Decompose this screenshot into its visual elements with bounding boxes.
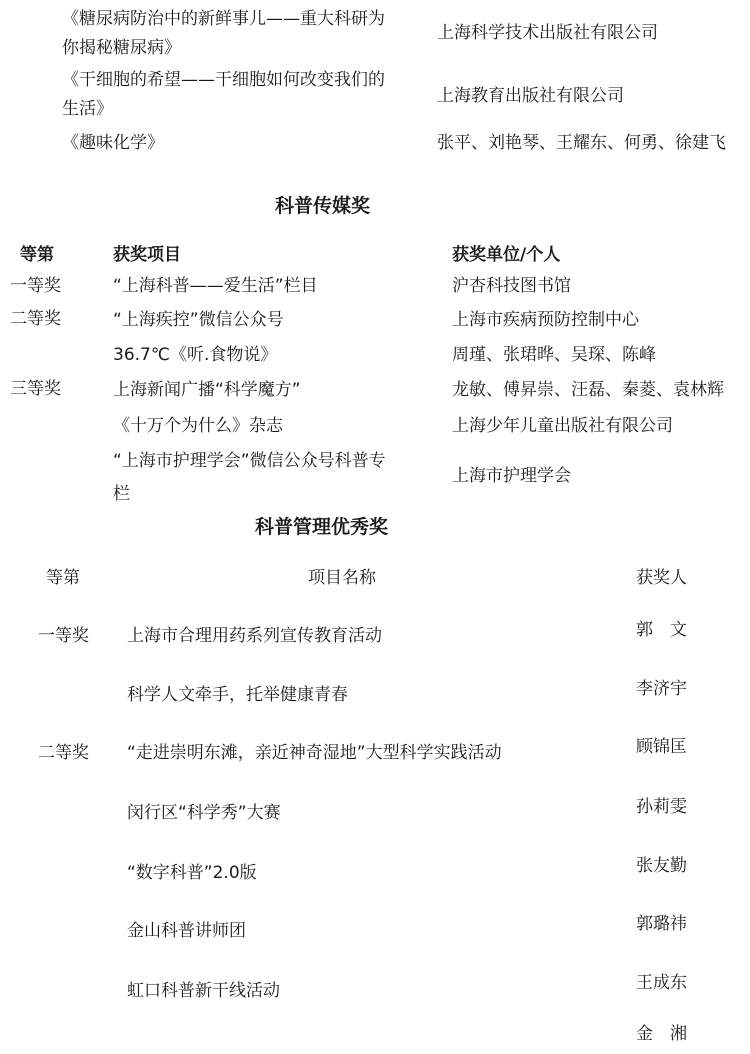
book-title: 《干细胞的希望——干细胞如何改变我们的 (62, 70, 385, 90)
media-grade: 二等奖 (10, 309, 61, 329)
book-title-cont: 你揭秘糖尿病》 (62, 38, 181, 58)
media-grade: 一等奖 (10, 276, 61, 296)
book-title: 《趣味化学》 (62, 133, 164, 153)
media-grade: 三等奖 (10, 379, 61, 399)
book-winner: 张平、刘艳琴、王耀东、何勇、徐建飞 (437, 133, 726, 153)
media-winner: 周瑾、张珺晔、吴琛、陈峰 (452, 345, 656, 365)
media-item: “上海科普——爱生活”栏目 (113, 276, 318, 296)
book-winner: 上海科学技术出版社有限公司 (437, 23, 658, 43)
media-col-winner: 获奖单位/个人 (452, 245, 561, 265)
mgmt-heading: 科普管理优秀奖 (255, 516, 389, 538)
mgmt-item: 科学人文牵手，托举健康青春 (127, 685, 348, 705)
mgmt-item: 虹口科普新干线活动 (127, 981, 280, 1001)
mgmt-winner: 顾锦匡 (636, 737, 687, 757)
mgmt-winner: 郭璐祎 (636, 914, 687, 934)
media-item: 《十万个为什么》杂志 (113, 416, 283, 436)
media-item: “上海市护理学会”微信公众号科普专 (113, 451, 386, 471)
mgmt-col-item: 项目名称 (308, 568, 376, 588)
media-col-grade: 等第 (20, 245, 54, 265)
mgmt-item: 上海市合理用药系列宣传教育活动 (127, 626, 382, 646)
mgmt-grade: 二等奖 (38, 743, 89, 763)
mgmt-item: 金山科普讲师团 (127, 921, 246, 941)
mgmt-col-winner: 获奖人 (636, 568, 687, 588)
book-title-cont: 生活》 (62, 99, 113, 119)
mgmt-item: “走进崇明东滩，亲近神奇湿地”大型科学实践活动 (127, 743, 502, 763)
media-winner: 沪杏科技图书馆 (452, 276, 571, 296)
mgmt-winner: 李济宇 (636, 679, 687, 699)
mgmt-winner: 孙莉雯 (636, 797, 687, 817)
media-winner: 上海市护理学会 (452, 466, 571, 486)
mgmt-winner: 金 湘 (636, 1024, 687, 1044)
mgmt-col-grade: 等第 (46, 568, 80, 588)
media-item: “上海疾控”微信公众号 (113, 310, 284, 330)
book-title: 《糖尿病防治中的新鲜事儿——重大科研为 (62, 9, 385, 29)
media-winner: 上海市疾病预防控制中心 (452, 310, 639, 330)
mgmt-grade: 一等奖 (38, 626, 89, 646)
media-item-cont: 栏 (113, 484, 130, 504)
media-col-item: 获奖项目 (113, 245, 181, 265)
mgmt-item: “数字科普”2.0版 (127, 863, 257, 883)
media-winner: 龙敏、傅昇崇、汪磊、秦菱、袁林辉 (452, 380, 724, 400)
book-winner: 上海教育出版社有限公司 (437, 86, 624, 106)
media-item: 上海新闻广播“科学魔方” (113, 380, 301, 400)
mgmt-winner: 郭 文 (636, 620, 687, 640)
mgmt-winner: 张友勤 (636, 856, 687, 876)
media-item: 36.7℃《听.食物说》 (113, 345, 278, 365)
media-heading: 科普传媒奖 (275, 195, 371, 217)
media-winner: 上海少年儿童出版社有限公司 (452, 416, 673, 436)
mgmt-winner: 王成东 (636, 973, 687, 993)
mgmt-item: 闵行区“科学秀”大赛 (127, 803, 281, 823)
